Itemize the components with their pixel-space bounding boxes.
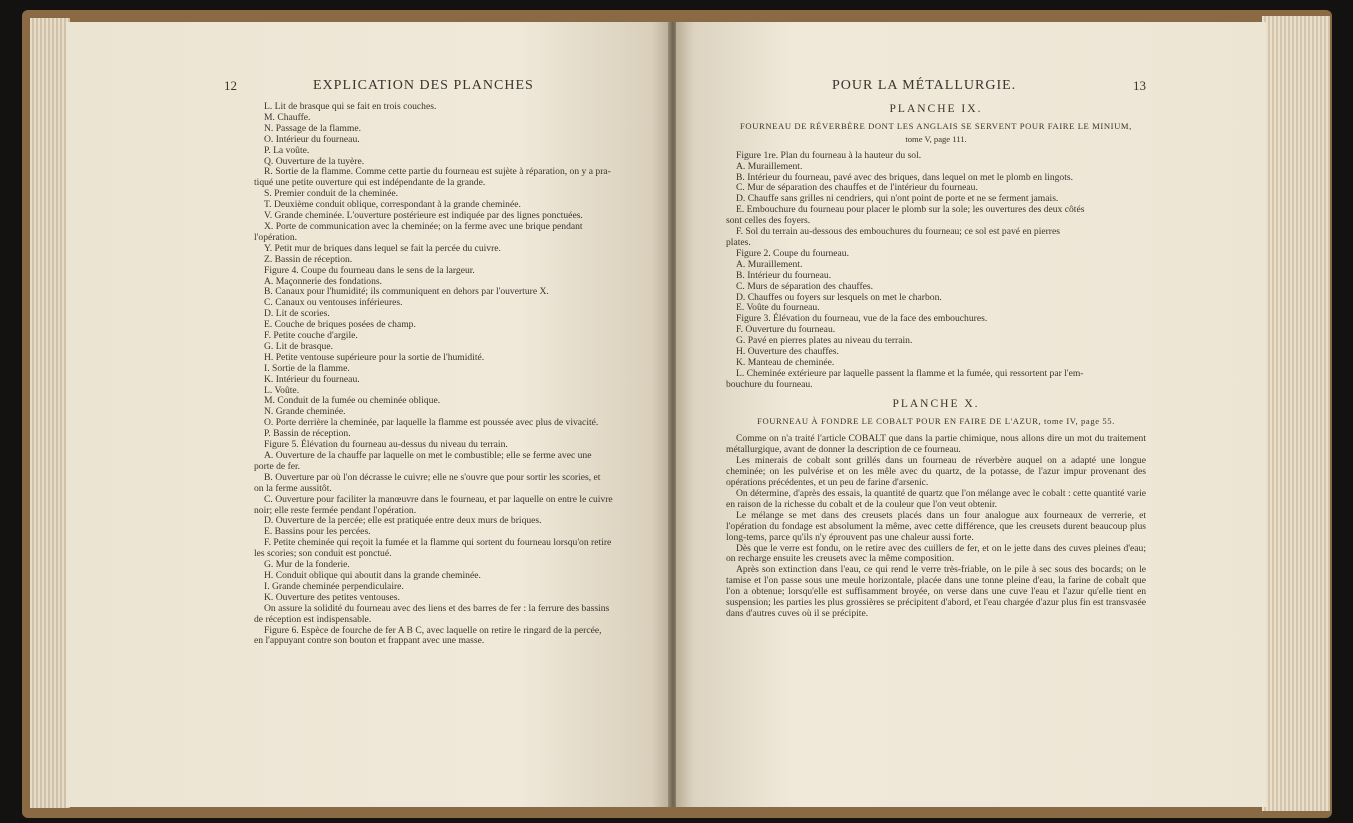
legend-line: E. Embouchure du fourneau pour placer le plomb sur la sole; les ouvertures des deux côtés [736,204,1085,216]
left-text-column [254,102,664,647]
left-page [66,22,670,807]
paragraph: Le mélange se met dans des creusets placés dans un four analogue aux fourneaux de verrerie, et l'opération du fondage est absolument la même, avec cette différence, que les creusets durent beaucoup plus long-tems, parce qu'ils n'y éprouvent pas une chaleur aussi forte. [726,509,1146,543]
legend-line: O. Porte derrière la cheminée, par laquelle la flamme est poussée avec plus de vivacité. [264,417,599,429]
figure-caption: Figure 3. Élévation du fourneau, vue de la face des embouchures. [736,313,988,325]
legend-line: B. Intérieur du fourneau. [736,269,832,281]
paragraph: Dès que le verre est fondu, on le retire avec des cuillers de fer, et on le jette dans des cuves pleines d'eau; on recharge ensuite les creusets avec la même composition. [726,542,1146,565]
legend-line: T. Deuxième conduit oblique, correspondant à la grande cheminée. [264,199,521,211]
legend-line: A. Muraillement. [736,258,803,270]
legend-line: K. Manteau de cheminée. [736,356,835,368]
legend-line: I. Sortie de la flamme. [264,362,350,374]
legend-line: H. Ouverture des chauffes. [736,346,839,358]
legend-line: E. Couche de briques posées de champ. [264,319,416,331]
figure-caption: Figure 5. Élévation du fourneau au-dessus du niveau du terrain. [264,439,508,451]
legend-line: G. Pavé en pierres plates au niveau du terrain. [736,335,913,347]
legend-line: C. Ouverture pour faciliter la manœuvre dans le fourneau, et par laquelle on entre le cuivre [264,493,613,505]
legend-line: Q. Ouverture de la tuyère. [264,155,365,167]
legend-line: B. Ouverture par où l'on décrasse le cuivre; elle ne s'ouvre que pour sortir les scories, et [264,471,601,483]
page-number: 12 [224,78,237,93]
legend-line: M. Chauffe. [264,111,311,123]
running-head: POUR LA MÉTALLURGIE. [832,78,1017,93]
legend-line: sont celles des foyers. [726,215,811,227]
plate-subtitle: FOURNEAU DE RÉVERBÈRE DONT LES ANGLAIS SE SERVENT POUR FAIRE LE MINIUM, [740,120,1132,131]
plate-subtitle-ref: tome V, page 111. [905,133,967,144]
paragraph: Après son extinction dans l'eau, ce qui rend le verre très-friable, on le pile à sec sous des bocards; on le tamise et l'on passe sous une meule horizontale, placée dans une tonne pleine d'eau, la farine de cobalt que l'on a obtenue; lorsqu'elle est suffisamment broyée, on verse dans une cuve l'eau et l'azur qu'elle tient en suspension; les parties les plus grossières se précipitent d'abord, et l'eau chargée d'azur plus fin est transvasée dans d'autres cuves où il se précipite. [726,564,1146,619]
legend-line: l'opération. [254,231,298,243]
plate-10-text [726,434,1146,619]
plate-title: PLANCHE X. [892,397,980,410]
legend-line: C. Canaux ou ventouses inférieures. [264,297,403,309]
legend-line: B. Canaux pour l'humidité; ils communiquent en dehors par l'ouverture X. [264,286,549,298]
legend-line: noir; elle reste fermée pendant l'opération. [254,504,417,516]
legend-line: D. Ouverture de la percée; elle est pratiquée entre deux murs de briques. [264,515,542,527]
legend-line: A. Ouverture de la chauffe par laquelle on met le combustible; elle se ferme avec une [264,450,592,461]
legend-line: N. Passage de la flamme. [264,122,361,134]
legend-line: plates. [726,236,751,248]
legend-line: porte de fer. [254,460,301,472]
right-text-column [726,100,1146,620]
legend-line: L. Lit de brasque qui se fait en trois couches. [264,101,437,112]
legend-line: P. La voûte. [264,144,310,156]
legend-line: A. Maçonnerie des fondations. [264,275,383,287]
legend-line: S. Premier conduit de la cheminée. [264,188,399,200]
legend-line: C. Mur de séparation des chauffes et de l'intérieur du fourneau. [736,182,978,194]
legend-line: N. Grande cheminée. [264,406,346,418]
right-page [676,22,1266,807]
legend-line: de réception est indispensable. [254,613,372,625]
legend-line: C. Murs de séparation des chauffes. [736,280,874,292]
legend-line: Z. Bassin de réception. [264,253,353,265]
figure-caption: Figure 1re. Plan du fourneau à la hauteur du sol. [736,149,922,161]
legend-line: D. Chauffes ou foyers sur lesquels on met le charbon. [736,291,942,303]
legend-line: G. Lit de brasque. [264,340,334,352]
legend-line: H. Conduit oblique qui aboutit dans la grande cheminée. [264,569,481,581]
legend-line: P. Bassin de réception. [264,428,351,440]
legend-line: Y. Petit mur de briques dans lequel se fait la percée du cuivre. [264,242,501,254]
plate-subtitle: FOURNEAU À FONDRE LE COBALT POUR EN FAIRE DE L'AZUR, tome IV, page 55. [757,415,1115,426]
legend-line: D. Chauffe sans grilles ni cendriers, qui n'ont point de porte et ne se ferment jamais. [736,193,1059,205]
legend-line: L. Cheminée extérieure par laquelle passent la flamme et la fumée, qui ressortent par l'em- [736,367,1084,379]
legend-line: I. Grande cheminée perpendiculaire. [264,580,404,592]
running-head: EXPLICATION DES PLANCHES [313,78,534,93]
legend-line: B. Intérieur du fourneau, pavé avec des briques, dans lequel on met le plomb en lingots. [736,171,1074,183]
legend-line: E. Bassins pour les percées. [264,526,371,538]
legend-line: H. Petite ventouse supérieure pour la sortie de l'humidité. [264,351,485,363]
legend-line: les scories; son conduit est ponctué. [254,548,392,560]
legend-line: On assure la solidité du fourneau avec des liens et des barres de fer : la ferrure des bassins [264,602,610,614]
paragraph: On détermine, d'après des essais, la quantité de quartz que l'on mélange avec le cobalt : cette quantité varie en raison de la richesse du cobalt et de la couleur que l'on veut obtenir. [726,488,1146,510]
legend-line: F. Ouverture du fourneau. [736,324,836,336]
left-page-edges [30,18,70,808]
legend-line: E. Voûte du fourneau. [736,302,820,314]
legend-line: on la ferme aussitôt. [254,482,332,494]
figure-caption: Figure 6. Espèce de fourche de fer A B C, avec laquelle on retire le ringard de la percée, [264,624,602,636]
legend-line: bouchure du fourneau. [726,378,813,390]
legend-line: K. Ouverture des petites ventouses. [264,591,400,603]
legend-line: X. Porte de communication avec la cheminée; on la ferme avec une brique pendant [264,220,583,232]
legend-line: O. Intérieur du fourneau. [264,133,360,145]
legend-line: G. Mur de la fonderie. [264,559,350,571]
paragraph: Comme on n'a traité l'article COBALT que dans la partie chimique, nous allons dire un mot du traitement métallurgique, avant de donner la description de ce fourneau. [726,433,1146,456]
legend-line: en l'appuyant contre son bouton et frappant avec une masse. [254,635,485,647]
legend-line: A. Muraillement. [736,160,803,172]
plate-9-legend [726,151,1146,391]
legend-line: V. Grande cheminée. L'ouverture postérieure est indiquée par des lignes ponctuées. [264,210,583,222]
legend-line: D. Lit de scories. [264,308,330,320]
legend-line: M. Conduit de la fumée ou cheminée oblique. [264,395,441,407]
paragraph: Les minerais de cobalt sont grillés dans un fourneau de réverbère auquel on a adapté une longue cheminée; on les pulvérise et on les mêle avec du quartz, de la potasse, de l'azur impur provenant des opérations précédentes, et un peu de farine d'arsenic. [726,455,1146,489]
legend-line: F. Petite cheminée qui reçoit la fumée et la flamme qui sortent du fourneau lorsqu'on retire [264,537,612,549]
legend-line: L. Voûte. [264,384,300,396]
figure-caption: Figure 2. Coupe du fourneau. [736,247,849,259]
legend-line: tiqué une petite ouverture qui est indépendante de la grande. [254,177,486,189]
plate-title: PLANCHE IX. [889,103,983,115]
figure-caption: Figure 4. Coupe du fourneau dans le sens de la largeur. [264,264,475,276]
legend-line: F. Petite couche d'argile. [264,330,358,342]
legend-line: R. Sortie de la flamme. Comme cette partie du fourneau est sujète à réparation, on y a pra- [264,166,611,178]
legend-line: F. Sol du terrain au-dessous des embouchures du fourneau; ce sol est pavé en pierres [736,226,1060,238]
page-number: 13 [1133,78,1146,93]
right-page-edges [1262,16,1330,811]
legend-line: K. Intérieur du fourneau. [264,373,360,385]
